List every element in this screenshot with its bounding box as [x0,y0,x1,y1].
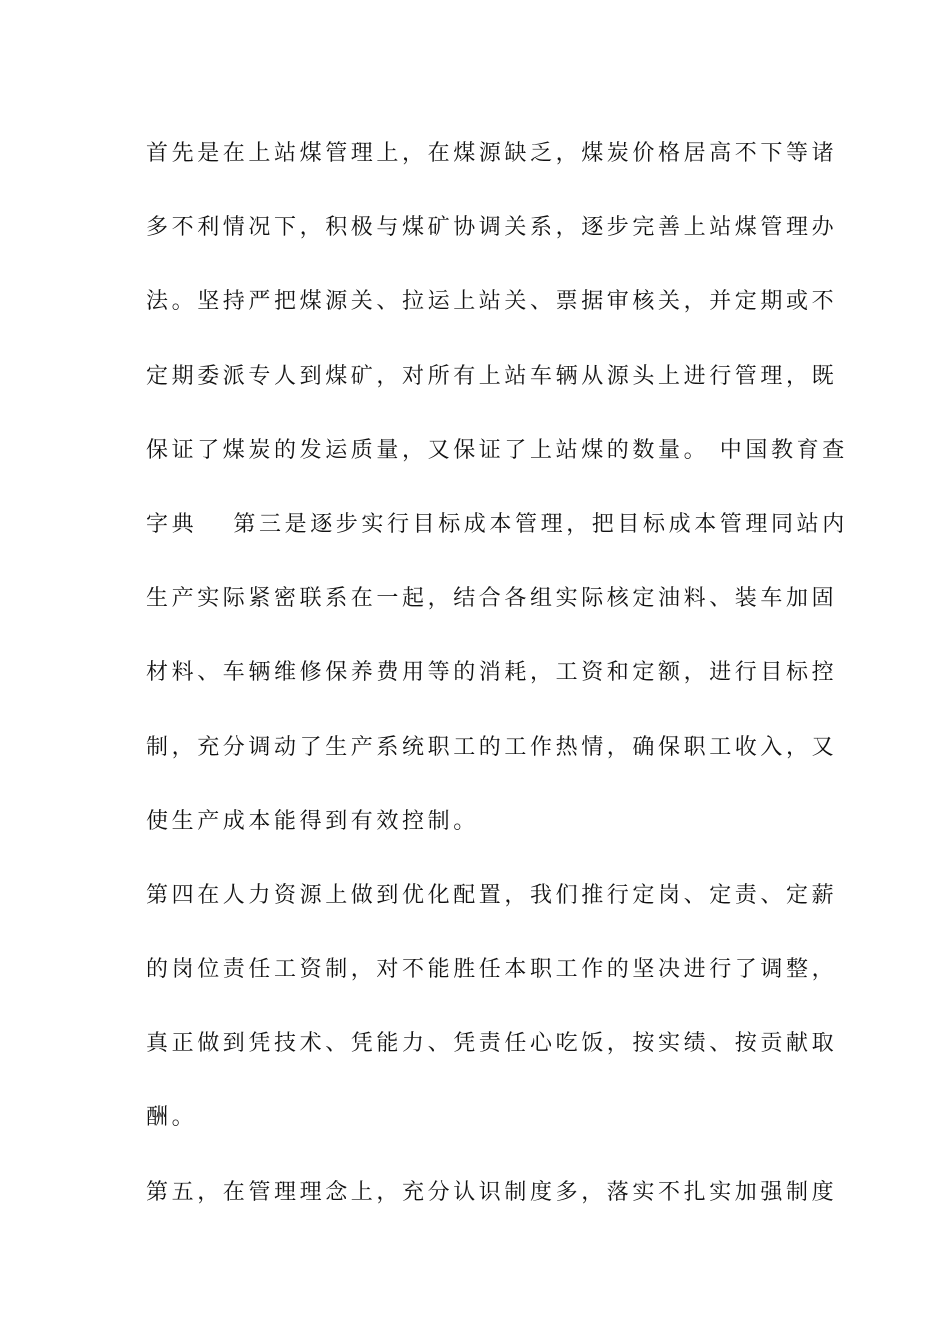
text-line: 多不利情况下，积极与煤矿协调关系，逐步完善上站煤管理办 [146,215,838,241]
text-line: 保证了煤炭的发运质量，又保证了上站煤的数量。 中国教育查 [146,437,848,463]
text-line: 酬。 [146,1105,198,1131]
text-line: 的岗位责任工资制，对不能胜任本职工作的坚决进行了调整， [146,957,838,983]
text-line: 真正做到凭技术、凭能力、凭责任心吃饭，按实绩、按贡献取 [146,1031,838,1057]
text-line: 字典 第三是逐步实行目标成本管理，把目标成本管理同站内 [146,511,848,537]
text-line: 定期委派专人到煤矿，对所有上站车辆从源头上进行管理，既 [146,363,838,389]
text-line: 使生产成本能得到有效控制。 [146,808,479,834]
body-text [146,124,848,1237]
text-line: 第五，在管理理念上，充分认识制度多，落实不扎实加强制度 [146,1179,838,1205]
text-line: 首先是在上站煤管理上，在煤源缺乏，煤炭价格居高不下等诸 [146,141,838,166]
text-line: 第四在人力资源上做到优化配置，我们推行定岗、定责、定薪 [146,882,838,908]
text-line: 材料、车辆维修保养费用等的消耗，工资和定额，进行目标控 [146,660,838,686]
text-line: 生产实际紧密联系在一起，结合各组实际核定油料、装车加固 [146,586,838,612]
text-line: 法。坚持严把煤源关、拉运上站关、票据审核关，并定期或不 [146,289,838,315]
text-line: 制，充分调动了生产系统职工的工作热情，确保职工收入，又 [146,734,838,760]
